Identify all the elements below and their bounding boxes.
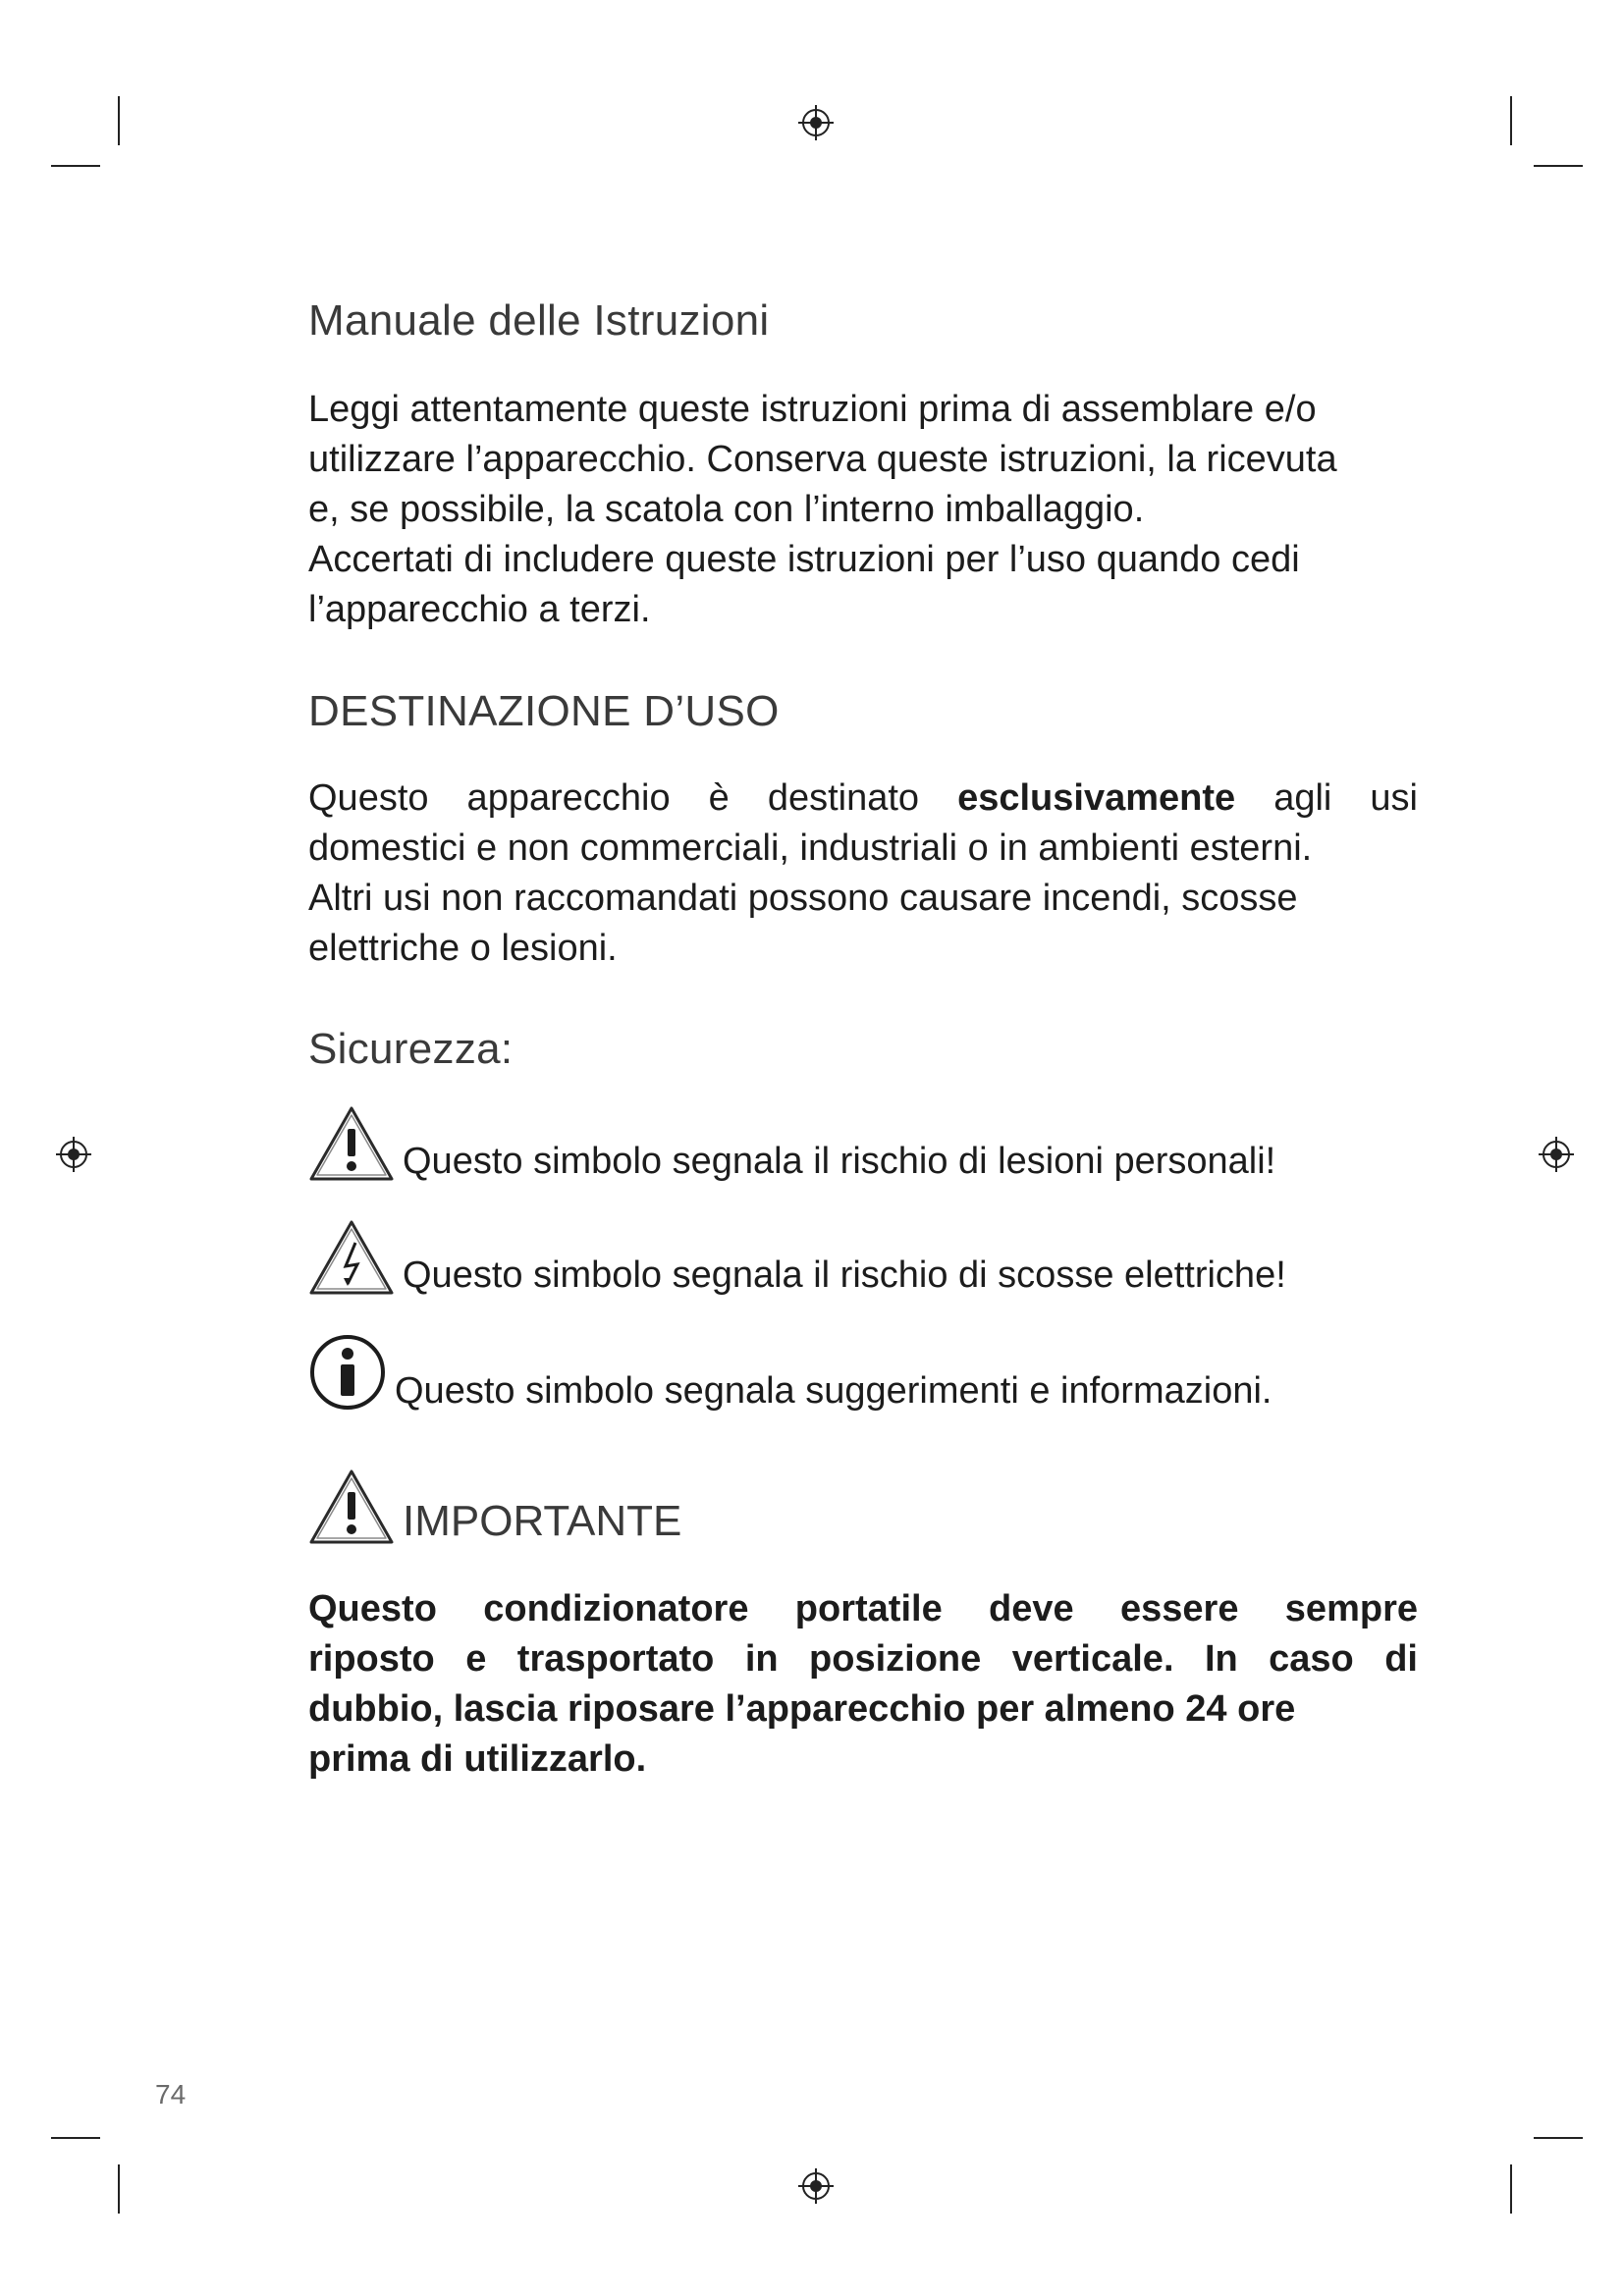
registration-mark-icon [55,1136,92,1173]
intended-use-text-after: agli usi [1273,777,1418,819]
important-row [308,1468,681,1545]
important-line: Questo condizionatore portatile deve essere sempre [308,1588,1418,1629]
intro-line: Leggi attentamente queste istruzioni prima di assemblare e/o [308,389,1317,430]
important-line: riposto e trasportato in posizione verticale. In caso di [308,1638,1418,1680]
safety-symbol-text: Questo simbolo segnala il rischio di lesioni personali! [403,1141,1276,1182]
intended-use-bold-word: esclusivamente [957,777,1236,819]
intended-use-text-before: Questo apparecchio è destinato [308,777,920,819]
registration-mark-icon [797,2167,835,2205]
safety-symbol-text: Questo simbolo segnala il rischio di scosse elettriche! [403,1255,1286,1296]
important-label: IMPORTANTE [403,1497,682,1545]
crop-mark [1510,2164,1512,2214]
safety-symbol-row [308,1219,1286,1296]
warning-triangle-icon [308,1468,395,1545]
intro-line: utilizzare l’apparecchio. Conserva queste istruzioni, la ricevuta [308,439,1337,480]
intended-use-line [308,774,1418,824]
important-line: dubbio, lascia riposare l’apparecchio per almeno 24 ore [308,1688,1296,1730]
intro-line: Accertati di includere queste istruzioni per l’uso quando cedi [308,539,1300,580]
safety-symbol-text: Questo simbolo segnala suggerimenti e informazioni. [395,1370,1272,1412]
crop-mark [1534,165,1583,167]
intended-use-paragraph [308,774,1418,974]
crop-mark [118,96,120,145]
intended-use-line: elettriche o lesioni. [308,928,618,969]
important-line: prima di utilizzarlo. [308,1738,647,1780]
registration-mark-icon [797,104,835,141]
crop-mark [1510,96,1512,145]
safety-symbol-row [308,1105,1275,1182]
warning-triangle-icon [308,1105,395,1182]
page-number: 74 [155,2079,187,2109]
intro-line: l’apparecchio a terzi. [308,589,651,630]
info-circle-icon [308,1333,387,1412]
crop-mark [118,2164,120,2214]
page-title: Manuale delle Istruzioni [308,296,770,345]
intended-use-line: Altri usi non raccomandati possono causare incendi, scosse [308,878,1298,919]
crop-mark [51,2137,100,2139]
intended-use-line: domestici e non commerciali, industriali o in ambienti esterni. [308,828,1313,869]
intro-line: e, se possibile, la scatola con l’interno imballaggio. [308,489,1145,530]
electric-shock-triangle-icon [308,1219,395,1296]
safety-heading: Sicurezza: [308,1025,514,1073]
intended-use-heading: DESTINAZIONE D’USO [308,687,780,735]
intro-paragraph [308,385,1418,635]
important-paragraph [308,1584,1418,1785]
crop-mark [1534,2137,1583,2139]
registration-mark-icon [1538,1136,1575,1173]
safety-symbol-row [308,1333,1272,1412]
crop-mark [51,165,100,167]
